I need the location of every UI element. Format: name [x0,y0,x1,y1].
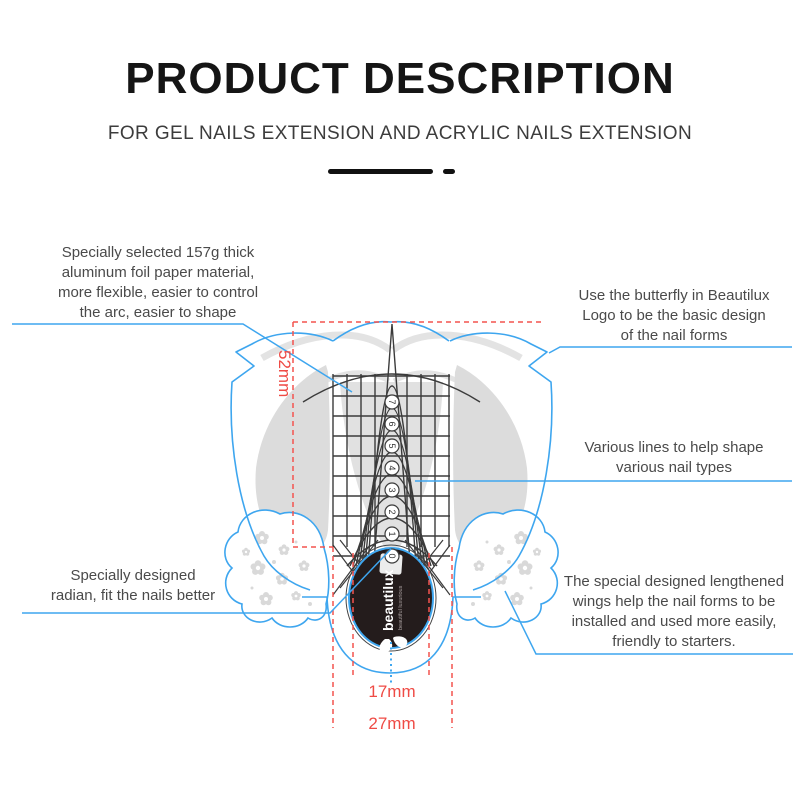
size-number: 7 [387,399,397,405]
callout-line: Specially selected 157g thick [61,244,255,261]
bottom-wing-right [454,510,558,627]
callout-line: Various lines to help shape [584,439,764,456]
logo-brand: beautilux [380,569,396,631]
logo-tagline: beautiful luxurious [398,585,404,630]
size-number: 4 [387,465,397,471]
callout-line: wings help the nail forms to be [572,593,776,610]
callout-line: radian, fit the nails better [50,587,216,604]
callout-line: the arc, easier to shape [79,304,237,321]
page-subtitle: FOR GEL NAILS EXTENSION AND ACRYLIC NAILS EXTENSION [107,123,693,144]
callout-material [4,243,312,323]
callout-line: aluminum foil paper material, [61,264,255,281]
size-number: 1 [387,531,397,537]
callout-radian [10,566,256,606]
size-number: 3 [387,487,397,493]
measurement-27mm: 27mm [368,714,416,733]
callout-logo-design [552,286,796,346]
callout-wings [548,572,800,652]
callout-line: more flexible, easier to control [57,284,259,301]
callout-line: Use the butterfly in Beautilux [578,287,770,304]
divider-dash [443,169,455,174]
callout-line: Specially designed [70,567,196,584]
callout-guide-lines [552,438,796,478]
callout-line: of the nail forms [620,327,728,344]
callout-line: various nail types [616,459,732,476]
size-number: 0 [387,553,397,559]
size-number: 2 [387,509,397,515]
callout-line: The special designed lengthened [563,573,785,590]
divider-line [328,169,433,174]
size-number: 5 [387,443,397,449]
leader-material [12,324,352,392]
callout-line: installed and used more easily, [571,613,777,630]
size-number: 6 [387,421,397,427]
measurement-17mm: 17mm [368,682,416,701]
callout-line: friendly to starters. [612,633,736,650]
page-title: PRODUCT DESCRIPTION [125,54,675,103]
leader-logo-design [549,347,792,353]
callout-line: Logo to be the basic design [582,307,766,324]
measurement-52mm: 52mm [275,350,294,398]
